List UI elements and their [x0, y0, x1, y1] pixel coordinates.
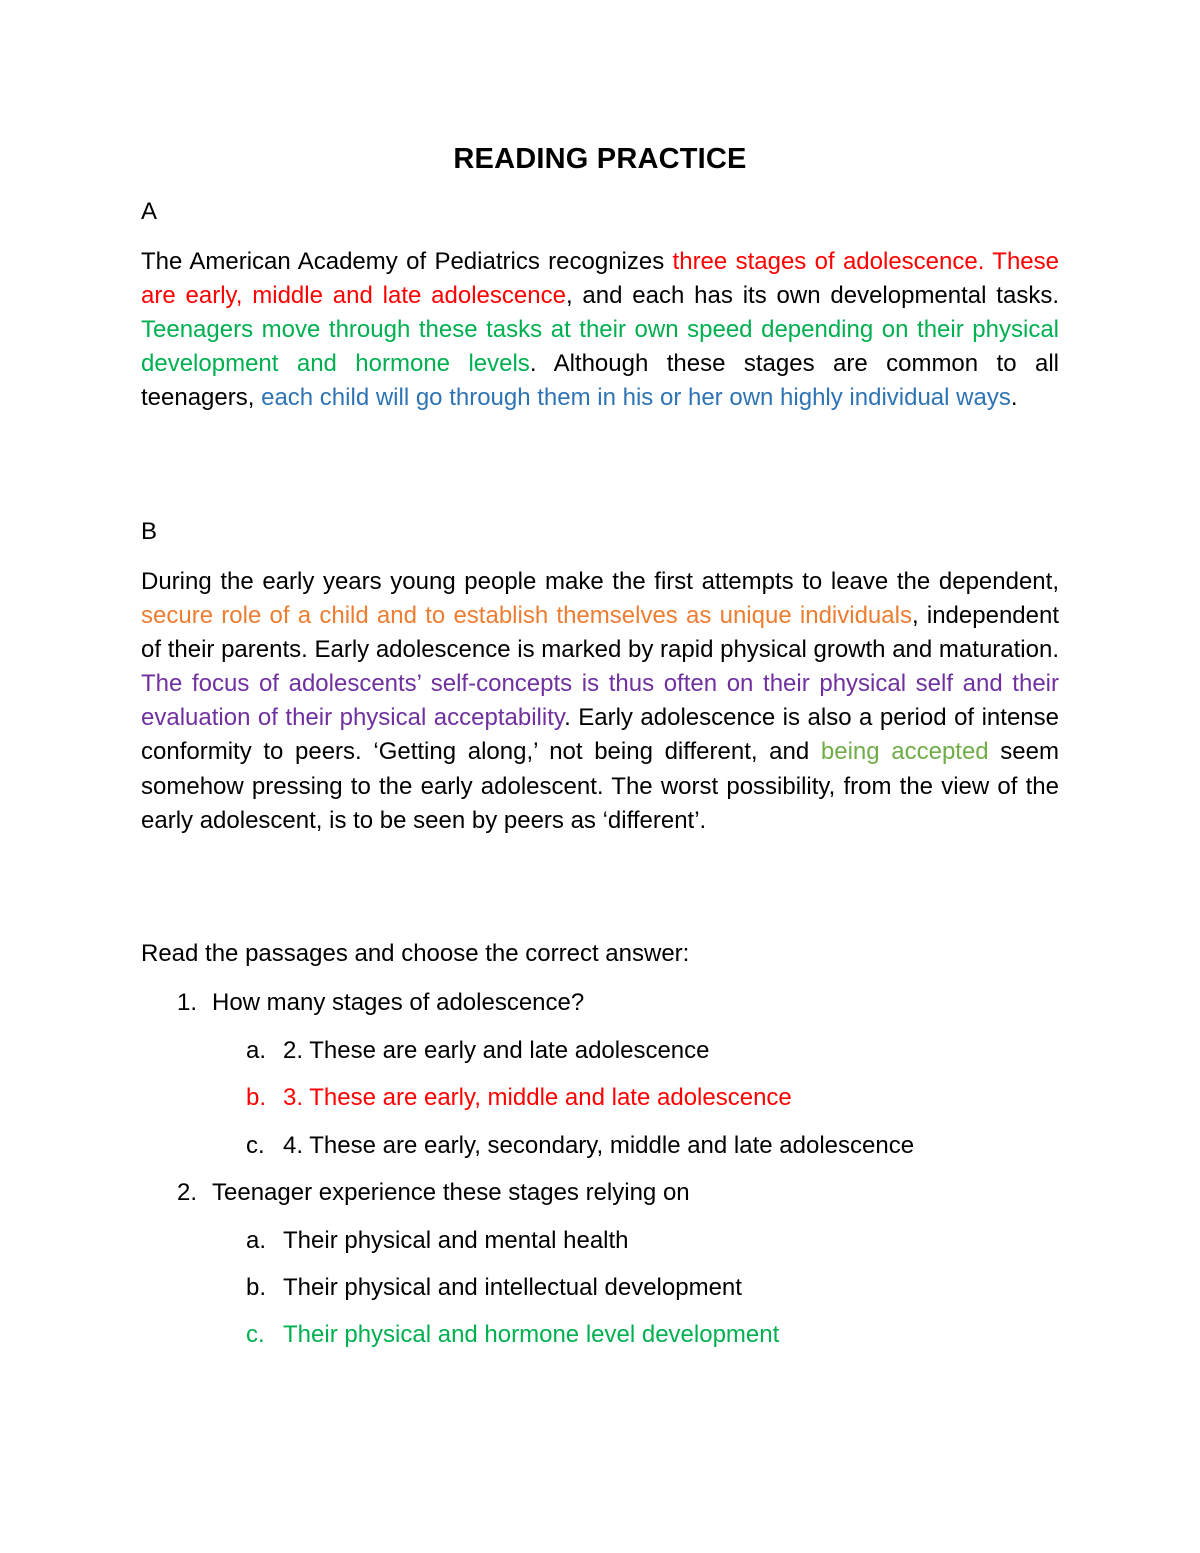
section-a-text-2: , and each has its own developmental tasks.	[565, 282, 1059, 310]
section-b-label: B	[141, 518, 158, 545]
option-text: 2. These are early and late adolescence	[283, 1037, 710, 1064]
option-text: Their physical and mental health	[283, 1227, 629, 1254]
question-number: 2.	[177, 1179, 198, 1206]
section-b-paragraph	[141, 565, 1059, 838]
option-letter-correct: c.	[246, 1321, 265, 1348]
section-a-text-3: . Although these stages are common to all teenagers,	[141, 350, 1059, 412]
page-title: READING PRACTICE	[453, 143, 747, 175]
option-text-correct: 3. These are early, middle and late adolescence	[283, 1084, 792, 1111]
section-b-highlight-focus: The focus of adolescents’ self-concepts is thus often on their physical self and their evaluation of their physical acceptability	[141, 670, 1059, 732]
section-a-label: A	[141, 198, 158, 225]
section-a-highlight-speed: Teenagers move through these tasks at their own speed depending on their physical development and hormone levels	[141, 316, 1059, 378]
question-text: Teenager experience these stages relying on	[212, 1179, 690, 1206]
section-a-highlight-stages: three stages of adolescence. These are early, middle and late adolescence	[141, 248, 1059, 310]
section-b-text-3: . Early adolescence is also a period of intense conformity to peers. ‘Getting along,’ not being different, and	[141, 704, 1059, 766]
instructions: Read the passages and choose the correct answer:	[141, 940, 690, 967]
section-b-text-2: , independent of their parents. Early adolescence is marked by rapid physical growth and maturation.	[141, 602, 1059, 664]
option-letter: c.	[246, 1132, 265, 1159]
section-b-highlight-role: secure role of a child and to establish themselves as unique individuals	[141, 602, 912, 630]
option-letter: a.	[246, 1037, 267, 1064]
option-letter: a.	[246, 1227, 267, 1254]
section-a-text-4: .	[1010, 384, 1018, 412]
section-a-paragraph	[141, 245, 1059, 415]
question-number: 1.	[177, 989, 198, 1016]
option-text: 4. These are early, secondary, middle and late adolescence	[283, 1132, 915, 1159]
option-letter-correct: b.	[246, 1084, 267, 1111]
option-text-correct: Their physical and hormone level development	[283, 1321, 780, 1348]
option-letter: b.	[246, 1274, 267, 1301]
section-a-text-1: The American Academy of Pediatrics recognizes	[141, 248, 673, 275]
section-b-text-1: During the early years young people make the first attempts to leave the dependent,	[141, 568, 1059, 595]
question-text: How many stages of adolescence?	[212, 989, 585, 1016]
option-text: Their physical and intellectual development	[283, 1274, 742, 1301]
section-b-text-4: seem somehow pressing to the early adolescent. The worst possibility, from the view of the early adolescent, is to be seen by peers as ‘different’.	[141, 738, 1059, 834]
section-a-highlight-individual: each child will go through them in his or her own highly individual ways	[261, 384, 1011, 412]
section-b-highlight-accepted: being accepted	[820, 738, 989, 766]
